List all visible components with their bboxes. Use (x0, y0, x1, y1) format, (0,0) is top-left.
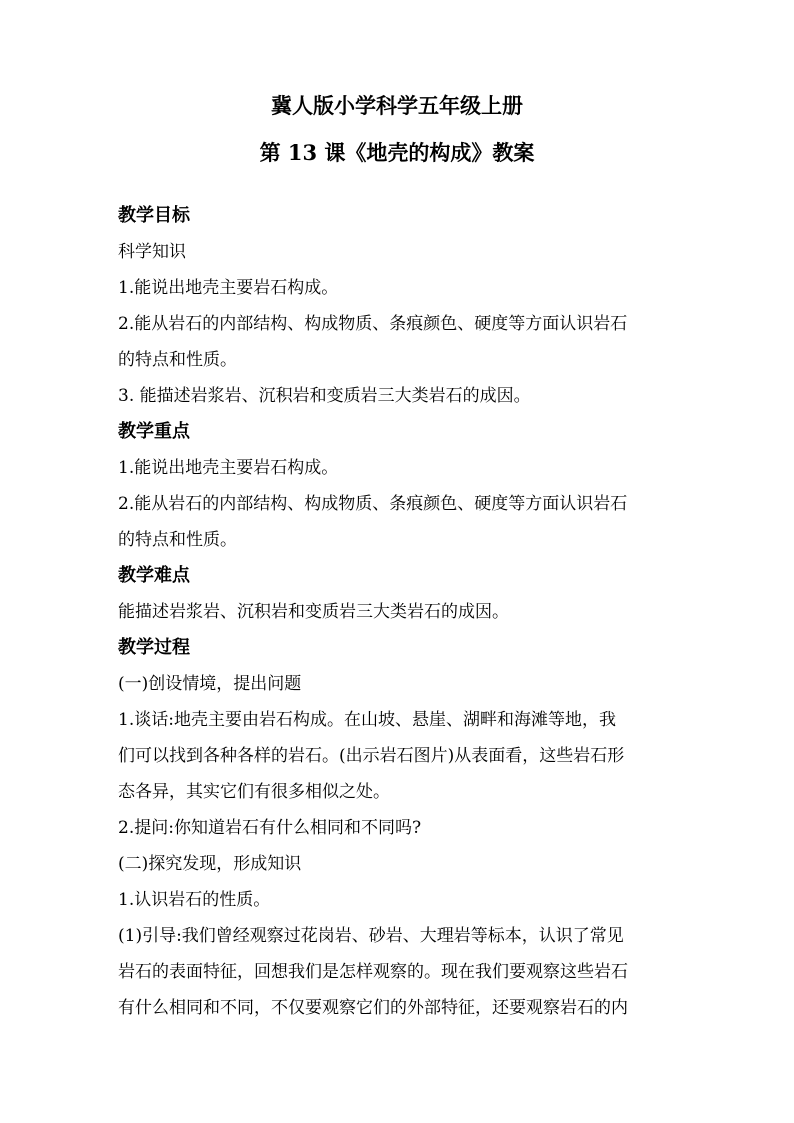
paragraph-line: 的特点和性质。 (118, 350, 237, 370)
document-title: 冀人版小学科学五年级上册 (271, 93, 523, 118)
paragraph-line: (二)探究发现，形成知识 (118, 854, 302, 874)
paragraph-line: 3. 能描述岩浆岩、沉积岩和变质岩三大类岩石的成因。 (118, 386, 531, 406)
paragraph-line: 1.能说出地壳主要岩石构成。 (118, 458, 339, 478)
paragraph-line: 1.谈话:地壳主要由岩石构成。在山坡、悬崖、湖畔和海滩等地，我 (118, 710, 616, 730)
paragraph-line: 1.能说出地壳主要岩石构成。 (118, 278, 339, 298)
document-body (118, 198, 678, 1026)
section-heading-key-points: 教学重点 (118, 421, 190, 442)
paragraph-line: 2.提问:你知道岩石有什么相同和不同吗? (118, 818, 422, 838)
paragraph-line: (一)创设情境，提出问题 (118, 674, 302, 694)
paragraph-line: 们可以找到各种各样的岩石。(出示岩石图片)从表面看，这些岩石形 (118, 746, 625, 766)
paragraph-line: (1)引导:我们曾经观察过花岗岩、砂岩、大理岩等标本，认识了常见 (118, 926, 624, 946)
paragraph-line: 有什么相同和不同，不仅要观察它们的外部特征，还要观察岩石的内 (118, 998, 628, 1018)
section-heading-process: 教学过程 (118, 637, 190, 658)
paragraph-line: 的特点和性质。 (118, 530, 237, 550)
paragraph-line: 2.能从岩石的内部结构、构成物质、条痕颜色、硬度等方面认识岩石 (118, 314, 628, 334)
paragraph-line: 态各异，其实它们有很多相似之处。 (118, 782, 390, 802)
paragraph-line: 1.认识岩石的性质。 (118, 890, 271, 910)
paragraph-line: 科学知识 (118, 242, 186, 262)
section-heading-difficulties: 教学难点 (118, 565, 190, 586)
paragraph-line: 能描述岩浆岩、沉积岩和变质岩三大类岩石的成因。 (118, 602, 509, 622)
paragraph-line: 岩石的表面特征，回想我们是怎样观察的。现在我们要观察这些岩石 (118, 962, 628, 982)
document-subtitle: 第 13 课《地壳的构成》教案 (259, 140, 535, 165)
section-heading-objectives: 教学目标 (118, 205, 190, 226)
paragraph-line: 2.能从岩石的内部结构、构成物质、条痕颜色、硬度等方面认识岩石 (118, 494, 628, 514)
